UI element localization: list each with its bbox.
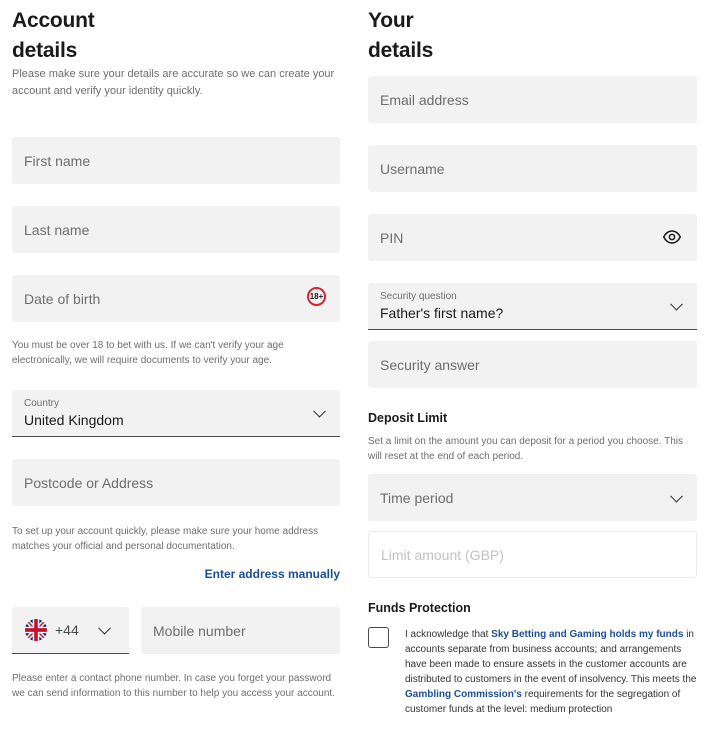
your-details-section bbox=[368, 0, 697, 751]
security-answer-placeholder: Security answer bbox=[380, 356, 480, 373]
deposit-limit-help: Set a limit on the amount you can deposit for a period you choose. This will reset at the end of each period. bbox=[368, 436, 683, 462]
chevron-down-icon bbox=[670, 298, 683, 311]
mobile-number-placeholder: Mobile number bbox=[153, 622, 246, 639]
account-details-title: Account details bbox=[12, 9, 95, 62]
username-field[interactable] bbox=[368, 145, 697, 192]
age-help-text: You must be over 18 to bet with us. If we can't verify your age electronically, we will require documents to verify your age. bbox=[12, 340, 284, 366]
last-name-field[interactable] bbox=[12, 206, 340, 253]
first-name-field[interactable] bbox=[12, 137, 340, 184]
postcode-field[interactable] bbox=[12, 459, 340, 506]
funds-protection-checkbox[interactable] bbox=[368, 627, 389, 648]
security-question-label: Security question bbox=[380, 291, 457, 302]
funds-protection-title: Funds Protection bbox=[368, 601, 471, 615]
gambling-commission-link[interactable]: Gambling Commission's bbox=[405, 689, 522, 700]
funds-protection-consent bbox=[368, 627, 697, 737]
eye-icon[interactable] bbox=[663, 230, 681, 244]
dial-code: +44 bbox=[55, 622, 79, 638]
account-details-section bbox=[12, 0, 340, 751]
security-question-value: Father's first name? bbox=[380, 305, 504, 321]
time-period-select[interactable] bbox=[368, 474, 697, 521]
date-of-birth-placeholder: Date of birth bbox=[24, 290, 101, 307]
username-placeholder: Username bbox=[380, 160, 445, 177]
first-name-placeholder: First name bbox=[24, 152, 91, 169]
last-name-placeholder: Last name bbox=[24, 221, 90, 238]
security-answer-field[interactable] bbox=[368, 341, 697, 388]
email-field[interactable] bbox=[368, 76, 697, 123]
sky-betting-funds-link[interactable]: Sky Betting and Gaming holds my funds bbox=[491, 629, 684, 640]
limit-amount-placeholder: Limit amount (GBP) bbox=[381, 546, 504, 563]
account-intro: Please make sure your details are accurate so we can create your account and verify your identity quickly. bbox=[12, 68, 335, 97]
limit-amount-field[interactable] bbox=[368, 531, 697, 578]
date-of-birth-field[interactable] bbox=[12, 275, 340, 322]
country-label: Country bbox=[24, 398, 60, 409]
email-placeholder: Email address bbox=[380, 91, 469, 108]
chevron-down-icon bbox=[670, 489, 683, 502]
uk-flag-icon bbox=[25, 619, 47, 641]
age-18-badge-icon: 18+ bbox=[307, 287, 326, 306]
phone-help-text: Please enter a contact phone number. In case you forget your password we can send information to this number to help you access your account. bbox=[12, 673, 335, 699]
funds-protection-text: I acknowledge that Sky Betting and Gaming holds my funds in accounts separate from business accounts; and arrangements have been made to ensure assets in the customer accounts are distributed to customers in the event of insolvency. This meets the Gambling Commission's requirements for the segregation of customer funds at the level: medium protection bbox=[405, 629, 697, 715]
address-help-text: To set up your account quickly, please make sure your home address matches your official and personal documentation. bbox=[12, 526, 319, 552]
chevron-down-icon bbox=[313, 405, 326, 418]
mobile-number-field[interactable] bbox=[141, 607, 340, 654]
pin-field[interactable] bbox=[368, 214, 697, 261]
country-select[interactable] bbox=[12, 390, 340, 437]
pin-placeholder: PIN bbox=[380, 229, 404, 246]
your-details-title: Your details bbox=[368, 9, 434, 62]
deposit-limit-title: Deposit Limit bbox=[368, 411, 448, 425]
country-code-select[interactable] bbox=[12, 607, 129, 654]
security-question-select[interactable] bbox=[368, 283, 697, 330]
enter-address-manually-link[interactable]: Enter address manually bbox=[204, 567, 340, 581]
country-value: United Kingdom bbox=[24, 412, 124, 428]
postcode-placeholder: Postcode or Address bbox=[24, 474, 154, 491]
chevron-down-icon bbox=[98, 622, 111, 635]
time-period-placeholder: Time period bbox=[380, 489, 454, 506]
